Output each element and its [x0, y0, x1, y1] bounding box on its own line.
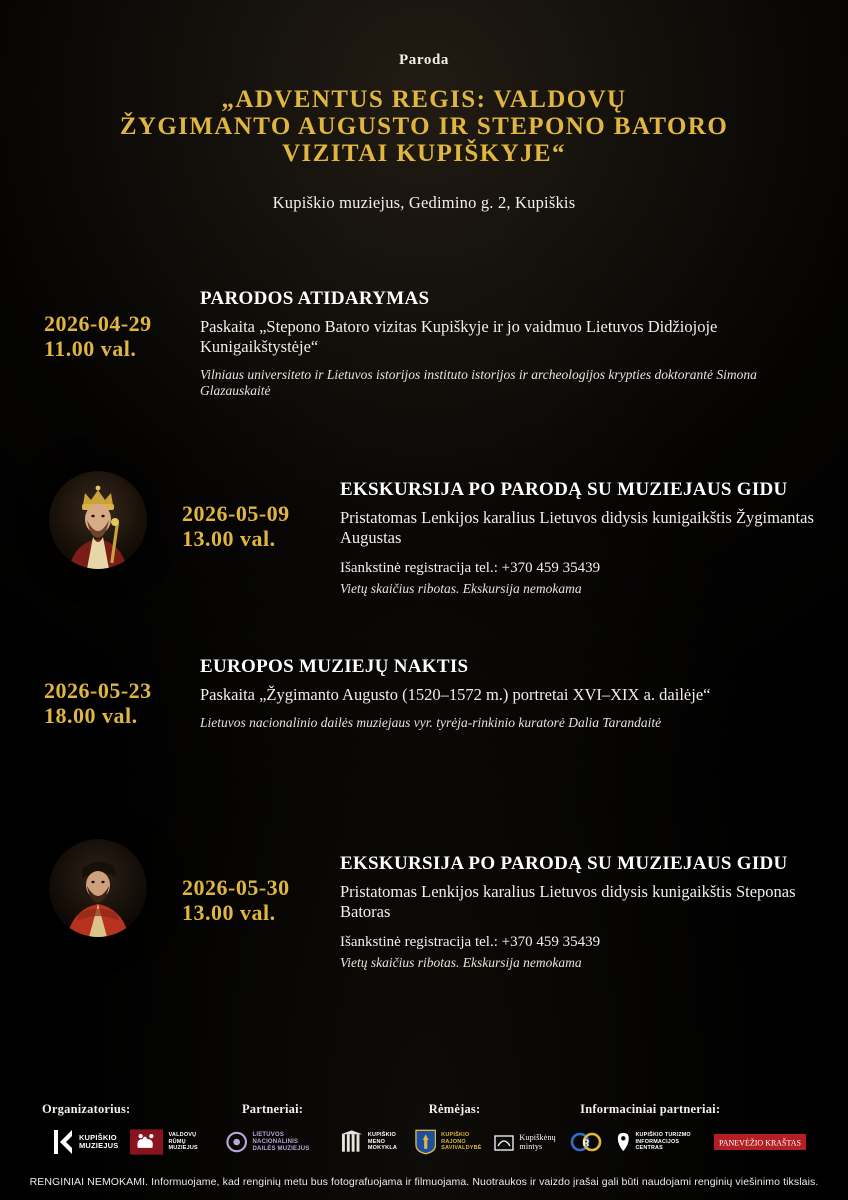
logo-line-2: mintys	[519, 1142, 543, 1151]
portrait-zygimantas-augustas	[49, 471, 147, 569]
event-datetime	[44, 287, 192, 361]
svg-text:R: R	[582, 1138, 590, 1148]
partner-group-media	[494, 1102, 806, 1158]
event-item	[0, 655, 848, 775]
event-item	[0, 833, 848, 971]
kupiskio-radijas-logo	[568, 1126, 604, 1158]
event-registration-note: Išankstinė registracija tel.: +370 459 35439	[340, 560, 601, 576]
svg-text:PANEVĖŽIO KRAŠTAS: PANEVĖŽIO KRAŠTAS	[719, 1138, 801, 1148]
event-time: 13.00 val.	[182, 526, 276, 551]
logo-line-2: SAVIVALDYBĖ	[441, 1145, 482, 1152]
event-date: 2026-04-29	[44, 311, 152, 336]
event-seats-note: Vietų skaičius ribotas. Ekskursija nemokama	[340, 955, 582, 970]
event-portrait-wrap	[44, 465, 152, 569]
partner-group-sponsor	[415, 1102, 495, 1158]
partner-group-partners	[130, 1102, 414, 1158]
kupiskenu-mintys-logo	[494, 1126, 555, 1158]
event-registration-note: Išankstinė registracija tel.: +370 459 35439	[340, 934, 601, 950]
event-datetime	[152, 833, 332, 925]
event-seats-note: Vietų skaičius ribotas. Ekskursija nemokama	[340, 581, 582, 596]
event-description: Paskaita „Žygimanto Augusto (1520–1572 m.) portretai XVI–XIX a. dailėje“	[200, 685, 711, 704]
event-portrait-wrap	[44, 833, 152, 937]
poster-header	[0, 0, 848, 213]
title-line-3: VIZITAI KUPIŠKYJE“	[282, 140, 566, 167]
logo-line-1: KUPIŠKIO	[367, 1132, 397, 1139]
event-body	[332, 833, 814, 971]
event-item	[0, 287, 848, 407]
venue-address: Kupiškio muziejus, Gedimino g. 2, Kupiškis	[272, 193, 576, 212]
partner-group-label: Partneriai:	[241, 1102, 304, 1116]
logo-row	[415, 1126, 495, 1158]
logo-line-1: KUPIŠKIO TURIZMO	[635, 1132, 691, 1139]
event-date: 2026-05-30	[182, 875, 290, 900]
kicker-label: Paroda	[399, 52, 449, 68]
event-title: EUROPOS MUZIEJŲ NAKTIS	[200, 656, 469, 677]
page-title	[0, 86, 848, 167]
event-time: 18.00 val.	[44, 703, 138, 728]
event-list	[0, 287, 848, 971]
logo-line-1: LIETUVOS NACIONALINIS	[252, 1131, 299, 1145]
logo-line-2: INFORMACIJOS CENTRAS	[635, 1138, 680, 1152]
kupiskio-turizmo-informacijos-centras-logo	[616, 1126, 702, 1158]
logo-line-2: MENO MOKYKLA	[367, 1138, 398, 1152]
event-date: 2026-05-23	[44, 678, 152, 703]
event-credit: Vilniaus universiteto ir Lietuvos istorijos instituto istorijos ir archeologijos krypties doktorantė Simona Glazauskaitė	[200, 367, 757, 398]
event-datetime	[152, 465, 332, 551]
logo-row	[42, 1126, 130, 1158]
valdovu-rumu-muziejus-logo	[130, 1126, 214, 1158]
poster-footer	[0, 1102, 848, 1200]
event-date: 2026-05-09	[182, 501, 290, 526]
event-description: Pristatomas Lenkijos karalius Lietuvos didysis kunigaikštis Steponas Batoras	[340, 882, 796, 921]
logo-line-2: MUZIEJUS	[168, 1145, 198, 1152]
partner-group-organizer	[42, 1102, 130, 1158]
panevezio-krastas-logo	[714, 1126, 806, 1158]
logo-line-1: KUPIŠKIO RAJONO	[441, 1132, 470, 1145]
disclaimer-text: RENGINIAI NEMOKAMI. Informuojame, kad renginių metu bus fotografuojama ir filmuojama. Nuotraukos ir vaizdo įrašai gali būti naudojami renginių viešinimo tikslais.	[29, 1176, 819, 1188]
portrait-steponas-batoras	[49, 839, 147, 937]
event-title: EKSKURSIJA PO PARODĄ SU MUZIEJAUS GIDU	[340, 853, 788, 874]
logo-row	[494, 1126, 806, 1158]
event-datetime	[44, 655, 192, 728]
kupiskio-rajono-savivaldybe-logo	[415, 1126, 495, 1158]
event-body	[192, 655, 814, 731]
partner-groups	[18, 1102, 830, 1158]
event-title: EKSKURSIJA PO PARODĄ SU MUZIEJAUS GIDU	[340, 479, 788, 500]
event-item	[0, 465, 848, 597]
partner-group-label: Organizatorius:	[42, 1102, 131, 1116]
logo-line-1: KUPIŠKIO	[78, 1132, 117, 1142]
logo-line-2: MUZIEJUS	[78, 1141, 119, 1150]
title-line-2: ŽYGIMANTO AUGUSTO IR STEPONO BATORO	[119, 113, 729, 140]
event-body	[332, 465, 814, 597]
event-description: Paskaita „Stepono Batoro vizitas Kupiškyje ir jo vaidmuo Lietuvos Didžiojoje Kunigaikštystėje“	[200, 317, 718, 356]
partner-group-label: Rėmėjas:	[428, 1102, 481, 1116]
logo-line-1: Kupiškėnų	[519, 1133, 556, 1142]
partner-group-label: Informaciniai partneriai:	[580, 1102, 721, 1116]
title-line-1: „ADVENTUS REGIS: VALDOVŲ	[221, 86, 627, 113]
event-time: 13.00 val.	[182, 900, 276, 925]
logo-line-2: DAILĖS MUZIEJUS	[252, 1145, 310, 1152]
lietuvos-nacionalinis-dailes-muziejus-logo	[226, 1126, 329, 1158]
logo-line-1: VALDOVŲ RŪMŲ	[168, 1132, 197, 1145]
logo-row	[130, 1126, 414, 1158]
kupiskio-muziejus-logo	[54, 1126, 119, 1158]
event-credit: Lietuvos nacionalinio dailės muziejaus vyr. tyrėja-rinkinio kuratorė Dalia Tarandaitė	[200, 715, 662, 730]
event-body	[192, 287, 814, 399]
event-time: 11.00 val.	[44, 336, 137, 361]
event-title: PARODOS ATIDARYMAS	[200, 288, 430, 309]
kupiskio-meno-mokykla-logo	[341, 1126, 414, 1158]
event-description: Pristatomas Lenkijos karalius Lietuvos didysis kunigaikštis Žygimantas Augustas	[340, 508, 814, 547]
